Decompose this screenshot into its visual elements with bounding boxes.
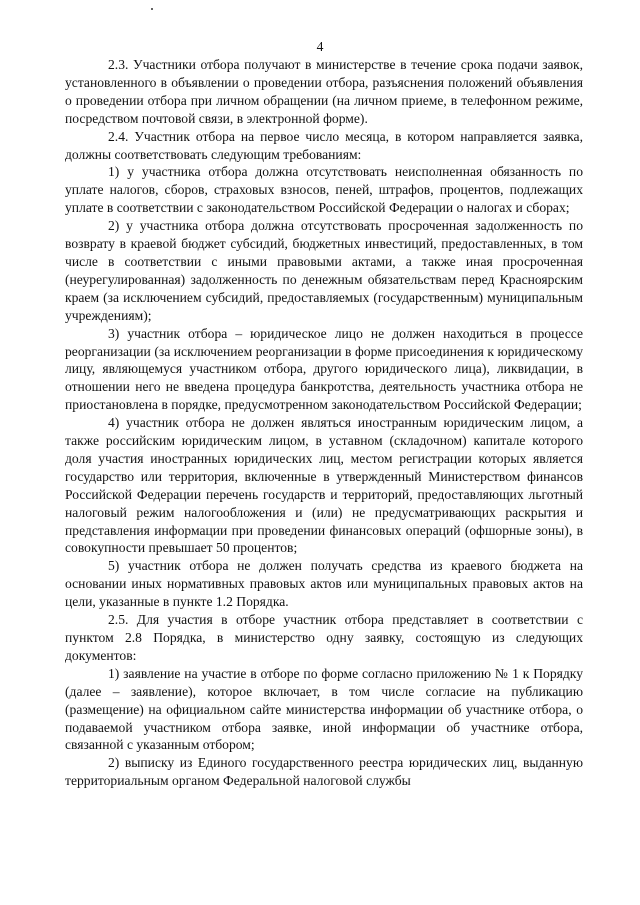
- requirement-3: 3) участник отбора – юридическое лицо не должен находиться в процессе реорганизации (за исключением реорганизации в форме присоединения к юридическому лицу, являющемуся участником отбора, другого юридического лица), ликвидации, в отношении него не введена процедура банкротства, деятельность участника отбора не приостановлена в порядке, предусмотренном законодательством Российской Федерации;: [65, 325, 583, 413]
- paragraph-2-5: 2.5. Для участия в отборе участник отбора представляет в соответствии с пунктом 2.8 Порядка, в министерство одну заявку, состоящую из следующих документов:: [65, 612, 583, 663]
- requirement-2: 2) у участника отбора должна отсутствовать просроченная задолженность по возврату в краевой бюджет субсидий, бюджетных инвестиций, предоставленных, в том числе в соответствии с иными правовыми актами, а также иная просроченная (неурегулированная) задолженность по денежным обязательствам перед Красноярским краем (за исключением субсидий, предоставляемых (государственным) муниципальным учреждениям);: [65, 218, 583, 323]
- page-number: 4: [316, 39, 324, 54]
- document-item-2: 2) выписку из Единого государственного реестра юридических лиц, выданную территориальным органом Федеральной налоговой службы: [65, 755, 583, 789]
- requirement-4: 4) участник отбора не должен являться иностранным юридическим лицом, а также российским юридическим лицом, в уставном (складочном) капитале которого доля участия иностранных юридических лиц, местом регистрации которых является государство или территория, включенные в утвержденный Министерством финансов Российской Федерации перечень государств и территорий, предоставляющих льготный налоговый режим налогообложения и (или) не предусматривающих раскрытия и представления информации при проведении финансовых операций (офшорные зоны), в совокупности превышает 50 процентов;: [65, 415, 583, 556]
- paragraph-2-3: 2.3. Участники отбора получают в министерстве в течение срока подачи заявок, установленного в объявлении о проведении отбора, разъяснения положений объявления о проведении отбора при личном обращении (на личном приеме, в телефонном режиме, посредством почтовой связи, в электронной форме).: [65, 57, 583, 126]
- requirement-5: 5) участник отбора не должен получать средства из краевого бюджета на основании иных нормативных правовых актов или муниципальных правовых актов на цели, указанные в пункте 1.2 Порядка.: [65, 558, 583, 610]
- requirement-1: 1) у участника отбора должна отсутствовать неисполненная обязанность по уплате налогов, сборов, страховых взносов, пеней, штрафов, процентов, подлежащих уплате в соответствии с законодательством Российской Федерации о налогах и сборах;: [65, 164, 583, 216]
- paragraph-2-4: 2.4. Участник отбора на первое число месяца, в котором направляется заявка, должны соответствовать следующим требованиям:: [65, 128, 583, 162]
- scan-speck: [151, 8, 153, 10]
- document-body: [65, 56, 583, 790]
- document-item-1: 1) заявление на участие в отборе по форме согласно приложению № 1 к Порядку (далее – заявление), которое включает, в том числе согласие на публикацию (размещение) на официальном сайте министерства информации об участнике отбора, о подаваемой участником отбора заявке, иной информации об участнике отбора, связанной с указанным отбором;: [65, 665, 583, 753]
